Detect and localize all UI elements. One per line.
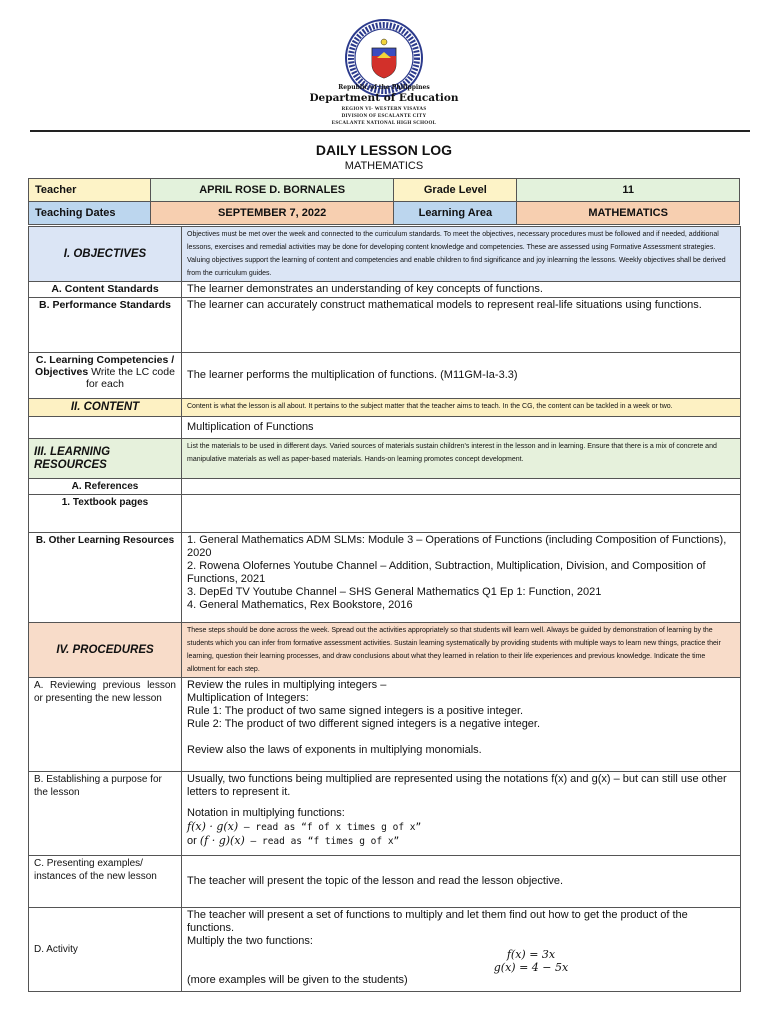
header-divider bbox=[30, 130, 750, 132]
content-label: II. CONTENT bbox=[29, 399, 182, 417]
function-f: f(x) = 3x bbox=[506, 948, 556, 961]
proc-a-line: Review the rules in multiplying integers – bbox=[187, 679, 387, 691]
page-title: DAILY LESSON LOG bbox=[315, 142, 453, 158]
teacher-value: APRIL ROSE D. BORNALES bbox=[150, 179, 394, 202]
dates-value: SEPTEMBER 7, 2022 bbox=[150, 202, 394, 225]
resource-item: 2. Rowena Olofernes Youtube Channel – Addition, Subtraction, Multiplication, Division, and Composition of Functions, 2021 bbox=[187, 560, 706, 585]
proc-a-line: Rule 2: The product of two different signed integers is a negative integer. bbox=[187, 718, 541, 730]
proc-d-line: Multiply the two functions: bbox=[187, 935, 313, 947]
proc-b-label: B. Establishing a purpose for the lesson bbox=[29, 772, 182, 856]
content-standards-label: A. Content Standards bbox=[29, 282, 182, 298]
proc-a-line: Multiplication of Integers: bbox=[187, 692, 309, 704]
proc-d-line: The teacher will present a set of functions to multiply and let them find out how to get the product of the functions. bbox=[187, 909, 688, 934]
proc-c-content: The teacher will present the topic of the lesson and read the lesson objective. bbox=[182, 856, 741, 908]
resources-label: III. LEARNING RESOURCES bbox=[29, 439, 182, 479]
proc-a-label: A. Reviewing previous lesson or presenting the new lesson bbox=[29, 678, 182, 772]
resource-item: 1. General Mathematics ADM SLMs: Module 3 – Operations of Functions (including Composition of Functions), 2020 bbox=[187, 534, 727, 559]
content-note: Content is what the lesson is all about. It pertains to the subject matter that the teacher aims to teach. In the CG, the content can be tackled in a week or two. bbox=[182, 399, 741, 417]
objectives-note: Objectives must be met over the week and connected to the curriculum standards. To meet the objectives, necessary procedures must be followed and if needed, additional lessons, exercises and remedial activities may be done for developing content knowledge and competencies. These are assessed using Formative Assessment strategies. Valuing objectives support the learning of content and competencies and enable children to find significance and joy inlearning the lessons. Weekly objectives shall be derived from the curriculum guides. bbox=[182, 227, 741, 282]
dates-label: Teaching Dates bbox=[29, 202, 151, 225]
notation-1-reading: – read as “f of x times g of x” bbox=[238, 822, 422, 833]
textbook-pages-label: 1. Textbook pages bbox=[29, 495, 182, 533]
area-value: MATHEMATICS bbox=[517, 202, 740, 225]
references-label: A. References bbox=[29, 479, 182, 495]
notation-2-prefix: or bbox=[187, 835, 200, 847]
division-text: DIVISION OF ESCALANTE CITY bbox=[341, 114, 427, 119]
notation-2: (f · g)(x) bbox=[199, 834, 245, 847]
resource-item: 3. DepEd TV Youtube Channel – SHS General Mathematics Q1 Ep 1: Function, 2021 bbox=[187, 586, 602, 598]
proc-d-content bbox=[182, 908, 741, 992]
proc-a-line: Review also the laws of exponents in multiplying monomials. bbox=[187, 744, 482, 756]
proc-a-line: Rule 1: The product of two same signed integers is a positive integer. bbox=[187, 705, 524, 717]
school-text: ESCALANTE NATIONAL HIGH SCHOOL bbox=[331, 121, 437, 126]
proc-b-content bbox=[182, 772, 741, 856]
proc-b-line: Notation in multiplying functions: bbox=[187, 807, 345, 819]
teacher-label: Teacher bbox=[29, 179, 151, 202]
proc-a-content bbox=[182, 678, 741, 772]
region-text: REGION VI- WESTERN VISAYAS bbox=[341, 107, 427, 112]
proc-d-label: D. Activity bbox=[29, 908, 182, 992]
proc-b-line: Usually, two functions being multiplied are represented using the notations f(x) and g(x) – but can still use other letters to represent it. bbox=[187, 773, 727, 798]
notation-1: f(x) · g(x) bbox=[187, 820, 239, 833]
competencies-objectives-label: Objectives bbox=[35, 366, 89, 378]
proc-d-line: (more examples will be given to the students) bbox=[187, 974, 408, 986]
objectives-label: I. OBJECTIVES bbox=[29, 227, 182, 282]
department-text: Department of Education bbox=[309, 92, 459, 104]
performance-standards-label: B. Performance Standards bbox=[29, 298, 182, 353]
competencies-value: The learner performs the multiplication of functions. (M11GM-Ia-3.3) bbox=[182, 353, 741, 399]
function-g: g(x) = 4 − 5x bbox=[493, 961, 569, 974]
other-resources-label: B. Other Learning Resources bbox=[29, 533, 182, 623]
grade-label: Grade Level bbox=[394, 179, 517, 202]
page-subtitle: MATHEMATICS bbox=[344, 160, 424, 172]
area-label: Learning Area bbox=[394, 202, 517, 225]
lesson-log-table bbox=[28, 226, 741, 992]
other-resources-list bbox=[182, 533, 741, 623]
procedures-label: IV. PROCEDURES bbox=[29, 623, 182, 678]
proc-c-label: C. Presenting examples/ instances of the new lesson bbox=[29, 856, 182, 908]
resource-item: 4. General Mathematics, Rex Bookstore, 2016 bbox=[187, 599, 413, 611]
notation-2-reading: – read as “f times g of x” bbox=[244, 836, 400, 847]
info-table bbox=[28, 178, 740, 225]
procedures-note: These steps should be done across the week. Spread out the activities appropriately so that students will learn well. Always be guided by demonstration of learning by the students which you can infer from formative assessment activities. Sustain learning systematically by providing students with multiple ways to learn new things, practice their learning, question their learning processes, and draw conclusions about what they learned in relation to their life experiences and previous knowledge. Indicate the time allotment for each step. bbox=[182, 623, 741, 678]
competencies-label: C. Learning Competencies / bbox=[35, 354, 175, 366]
content-value: Multiplication of Functions bbox=[182, 417, 741, 439]
resources-note: List the materials to be used in different days. Varied sources of materials sustain children's interest in the lesson and in learning. Ensure that there is a mix of concrete and manipulative materials as well as paper-based materials. Hands-on learning promotes concept development. bbox=[182, 439, 741, 479]
content-standards-value: The learner demonstrates an understanding of key concepts of functions. bbox=[182, 282, 741, 298]
republic-text: Republic of the Philippines bbox=[338, 84, 430, 91]
competencies-lc-code-note: Write the LC code for each bbox=[86, 366, 175, 390]
grade-value: 11 bbox=[517, 179, 740, 202]
performance-standards-value: The learner can accurately construct mathematical models to represent real-life situations using functions. bbox=[182, 298, 741, 353]
